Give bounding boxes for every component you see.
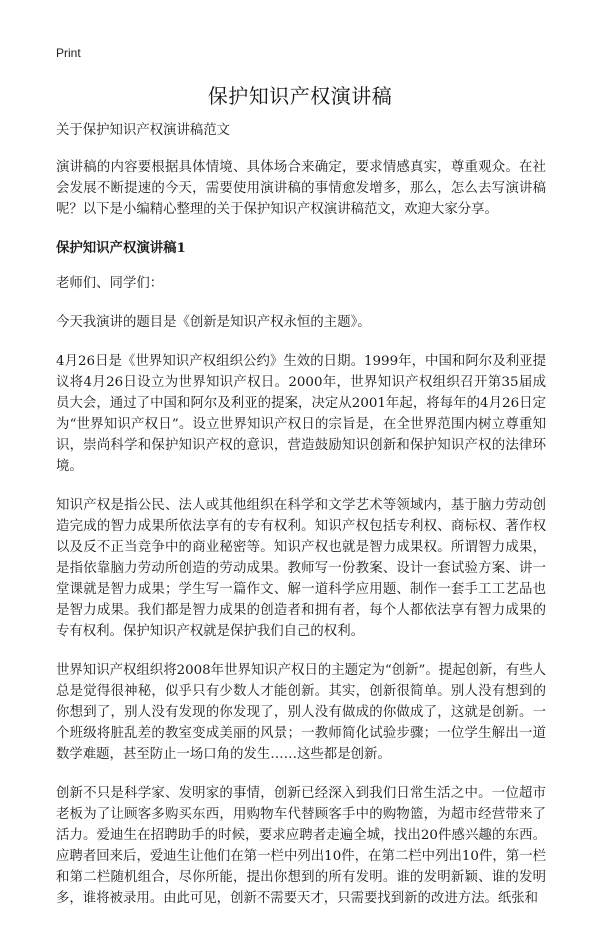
body-paragraph-innovation: 世界知识产权组织将2008年世界知识产权日的主题定为“创新”。提起创新，有些人总是觉得很神秘，似乎只有少数人才能创新。其实，创新很简单。别人没有想到的你想到了，别人没有发现的你发现了，别人没有做成的你做成了，这就是创新。一个班级将脏乱差的教室变成美丽的风景；一教师简化试验步骤；一位学生解出一道数学难题，甚至防止一场口角的发生……这些都是创新。 — [56, 663, 546, 762]
document-title: 保护知识产权演讲稿 — [207, 84, 393, 108]
body-paragraph-topic: 今天我演讲的题目是《创新是知识产权永恒的主题》。 — [56, 315, 371, 330]
document-body — [56, 120, 546, 927]
intro-paragraph: 演讲稿的内容要根据具体情境、具体场合来确定，要求情感真实，尊重观众。在社会发展不断提速的今天，需要使用演讲稿的事情愈发增多，那么，怎么去写演讲稿呢？以下是小编精心整理的关于保护知识产权演讲稿范文，欢迎大家分享。 — [56, 160, 546, 217]
section-heading: 保护知识产权演讲稿1 — [56, 240, 186, 256]
body-paragraph-history: 4月26日是《世界知识产权组织公约》生效的日期。1999年，中国和阿尔及利亚提议将4月26日设立为世界知识产权日。2000年，世界知识产权组织召开第35届成员大会，通过了中国和阿尔及利亚的提案，决定从2001年起，将每年的4月26日定为“世界知识产权日”。设立世界知识产权日的宗旨是，在全世界范围内树立尊重知识，崇尚科学和保护知识产权的意识，营造鼓励知识创新和保护知识产权的法律环境。 — [56, 354, 546, 474]
body-paragraph-greeting: 老师们、同学们： — [56, 276, 164, 291]
print-link[interactable]: Print — [56, 46, 81, 60]
body-paragraph-everyday-innovation: 创新不只是科学家、发明家的事情，创新已经深入到我们日常生活之中。一位超市老板为了让顾客多购买东西，用购物车代替顾客手中的购物篮，为超市经营带来了活力。爱迪生在招聘助手的时候，要求应聘者走遍全城，找出20件感兴趣的东西。应聘者回来后，爱迪生让他们在第一栏中列出10件，在第二栏中列出10件，第一栏和第二栏随机组合，尽你所能，提出你想到的所有发明。谁的发明新颖、谁的发明多，谁将被录用。由此可见，创新不需要天才，只需要找到新的改进方法。纸张和 — [56, 786, 546, 906]
document-subtitle: 关于保护知识产权演讲稿范文 — [56, 123, 231, 138]
body-paragraph-definition: 知识产权是指公民、法人或其他组织在科学和文学艺术等领域内，基于脑力劳动创造完成的智力成果所依法享有的专有权利。知识产权包括专利权、商标权、著作权以及反不正当竞争中的商业秘密等。知识产权也就是智力成果权。所谓智力成果，是指依靠脑力劳动所创造的劳动成果。教师写一份教案、设计一套试验方案、讲一堂课就是智力成果；学生写一篇作文、解一道科学应用题、制作一套手工工艺品也是智力成果。我们都是智力成果的创造者和拥有者，每个人都依法享有智力成果的专有权利。保护知识产权就是保护我们自己的权利。 — [56, 498, 546, 639]
